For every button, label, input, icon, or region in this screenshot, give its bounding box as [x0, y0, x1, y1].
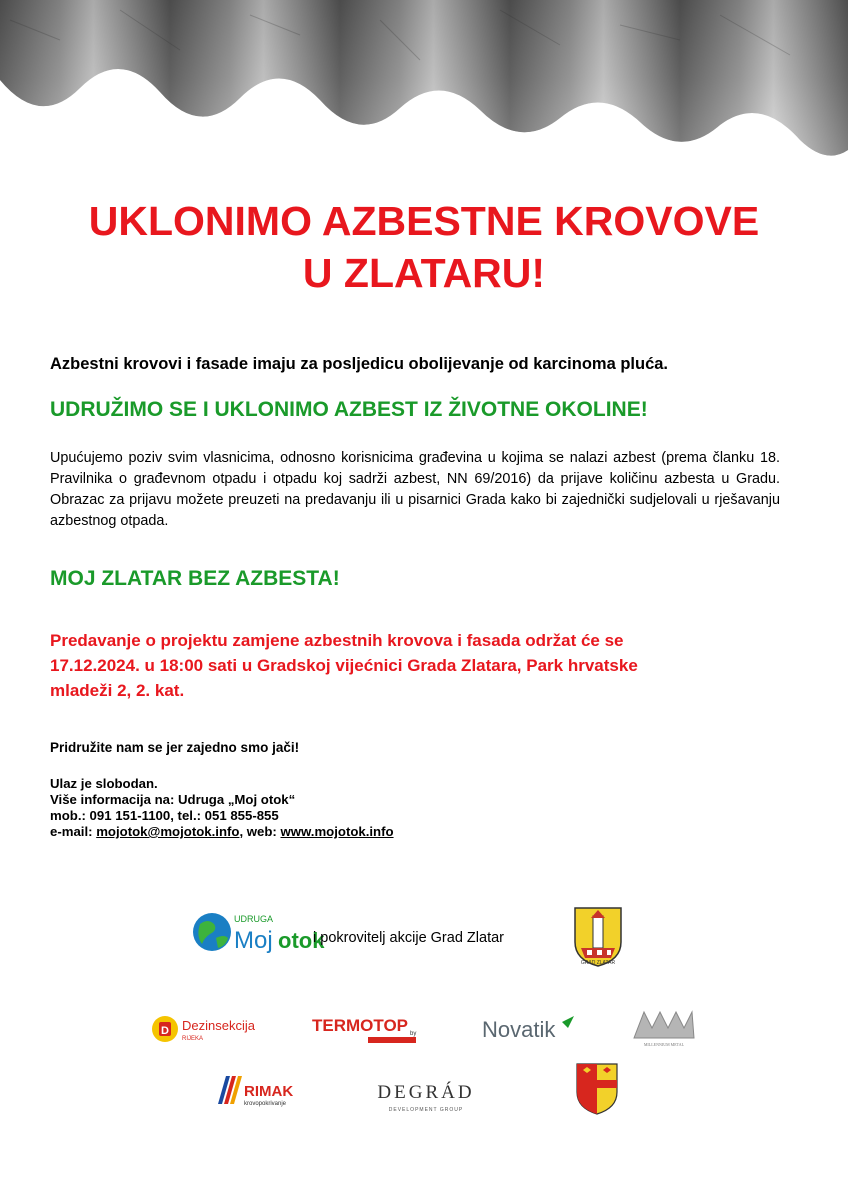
email-web-line	[50, 824, 394, 840]
crest-label: GRAD ZLATAR	[580, 960, 616, 966]
dezinsekcija-sub: RIJEKA	[182, 1036, 204, 1042]
event-announcement	[50, 628, 740, 703]
web-link[interactable]: www.mojotok.info	[280, 824, 394, 839]
degrad-label: DEGRÁD	[377, 1082, 475, 1103]
phone-text: mob.: 091 151-1100, tel.: 051 855-855	[50, 808, 279, 823]
partner-text: i pokrovitelj akcije Grad Zlatar	[313, 930, 504, 946]
novatik-logo	[482, 1014, 582, 1044]
dezinsekcija-logo	[150, 1013, 275, 1045]
rimak-sub: krovopokrivanje	[244, 1101, 287, 1107]
entry-text: Ulaz je slobodan.	[50, 776, 158, 791]
corrugated-roof-image	[0, 0, 848, 175]
event-line-1: Predavanje o projektu zamjene azbestnih krovova i fasada održat će se	[50, 631, 624, 650]
mojotok-logo	[190, 908, 325, 958]
join-text: Pridružite nam se jer zajedno smo jači!	[50, 740, 300, 755]
millennium-metal-logo	[630, 1006, 698, 1048]
degrad-logo	[370, 1076, 482, 1116]
svg-text:D: D	[161, 1025, 169, 1037]
green-headline-2: MOJ ZLATAR BEZ AZBESTA!	[50, 567, 340, 590]
more-info-text: Više informacija na: Udruga „Moj otok“	[50, 792, 296, 807]
termotop-by: by	[410, 1031, 417, 1037]
degrad-sub: DEVELOPMENT GROUP	[388, 1107, 464, 1113]
novatik-label: Novatik	[482, 1017, 556, 1042]
termotop-label: TERMOTOP	[312, 1016, 409, 1035]
dezinsekcija-label: Dezinsekcija	[182, 1018, 255, 1033]
rimak-logo	[214, 1072, 299, 1108]
intro-text: Azbestni krovovi i fasade imaju za posljedicu obolijevanje od karcinoma pluća.	[50, 355, 669, 373]
page-title: UKLONIMO AZBESTNE KROVOVE	[88, 198, 760, 244]
event-line-2: 17.12.2024. u 18:00 sati u Gradskoj vijećnici Grada Zlatara, Park hrvatske	[50, 656, 638, 675]
mm-sub: MILLENNIUM METAL	[643, 1042, 685, 1047]
rimak-label: RIMAK	[244, 1083, 294, 1100]
email-label: e-mail:	[50, 824, 93, 839]
moj-label: Moj	[234, 927, 273, 954]
web-label: , web:	[239, 824, 277, 839]
otok-label: otok	[278, 928, 325, 953]
contact-info	[50, 776, 394, 840]
termotop-logo	[310, 1013, 420, 1047]
municipal-crest-icon	[575, 1062, 619, 1116]
email-link[interactable]: mojotok@mojotok.info	[96, 824, 240, 839]
event-line-3: mladeži 2, 2. kat.	[50, 681, 185, 700]
udruga-label: UDRUGA	[234, 914, 274, 924]
invitation-paragraph: Upućujemo poziv svim vlasnicima, odnosno korisnicima građevina u kojima se nalazi azbest (prema članku 18. Pravilnika o građevnom otpadu i otpadu koj sadrži azbest, NN 69/2016) da prijave količinu azbesta u Gradu. Obrazac za prijavu možete preuzeti na predavanju ili u pisarnici Grada kako bi zajednički sudjelovali u rješavanju azbestnog otpada.	[50, 450, 780, 529]
green-headline-1: UDRUŽIMO SE I UKLONIMO AZBEST IZ ŽIVOTNE OKOLINE!	[50, 398, 648, 421]
page-title-line2: U ZLATARU!	[302, 250, 546, 296]
grad-zlatar-crest-icon	[573, 906, 623, 968]
